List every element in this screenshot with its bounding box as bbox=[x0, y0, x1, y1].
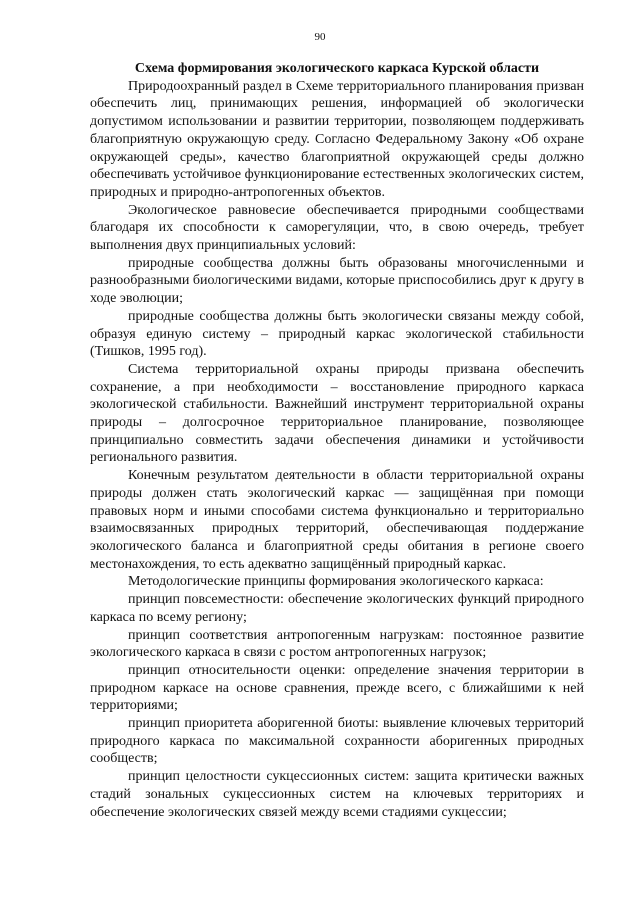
list-item: принцип повсеместности: обеспечение экологических функций природного каркаса по всему региону; bbox=[90, 592, 584, 625]
list-item: природные сообщества должны быть образованы многочисленными и разнообразными биологическими видами, которые приспособились друг к другу в ходе эволюции; bbox=[90, 255, 584, 307]
list-item: принцип соответствия антропогенным нагрузкам: постоянное развитие экологического каркаса в связи с ростом антропогенных нагрузок; bbox=[90, 627, 584, 661]
list-item: принцип относительности оценки: определение значения территории в природном каркасе на основе сравнения, прежде всего, с ближайшими к ней территориями; bbox=[90, 662, 584, 714]
paragraph: Методологические принципы формирования экологического каркаса: bbox=[128, 574, 544, 590]
list-item: принцип приоритета аборигенной биоты: выявление ключевых территорий природного каркаса по максимальной сохранности аборигенных природных сообществ; bbox=[90, 716, 584, 767]
list-item: природные сообщества должны быть экологически связаны между собой, образуя единую систему – природный каркас экологической стабильности (Тишков, 1995 год). bbox=[90, 308, 584, 360]
document-body bbox=[90, 60, 584, 821]
section-heading: Схема формирования экологического каркаса Курской области bbox=[134, 61, 540, 76]
list-item: принцип целостности сукцессионных систем: защита критически важных стадий зональных сукцессионных систем на ключевых территориях и обеспечение экологических связей между всеми стадиями сукцессии; bbox=[90, 769, 584, 820]
page-number: 90 bbox=[314, 31, 326, 43]
paragraph: Система территориальной охраны природы призвана обеспечить сохранение, а при необходимости – восстановление природного каркаса экологической стабильности. Важнейший инструмент территориальной охраны природы – долгосрочное территориальное планирование, позволяющее принципиально совместить задачи обеспечения динамики и устойчивости регионального развития. bbox=[90, 361, 584, 466]
paragraph: Конечным результатом деятельности в области территориальной охраны природы должен стать экологический каркас — защищённая при помощи правовых норм и иными способами система функционально и территориально взаимосвязанных природных территорий, обеспечивающая поддержание экологического баланса и благоприятной среды обитания в регионе своего местонахождения, то есть адекватно защищённый природный каркас. bbox=[90, 468, 584, 572]
paragraph: Экологическое равновесие обеспечивается природными сообществами благодаря их способности к саморегуляции, что, в свою очередь, требует выполнения двух принципиальных условий: bbox=[90, 202, 584, 254]
paragraph: Природоохранный раздел в Схеме территориального планирования призван обеспечить лиц, принимающих решения, информацией об экологически допустимом использовании и развитии территории, позволяющем поддерживать благоприятную окружающую среду. Согласно Федеральному Закону «Об охране окружающей среды», качество благоприятной окружающей среды должно обеспечивать устойчивое функционирование естественных экологических систем, природных и природно-антропогенных объектов. bbox=[90, 78, 584, 200]
